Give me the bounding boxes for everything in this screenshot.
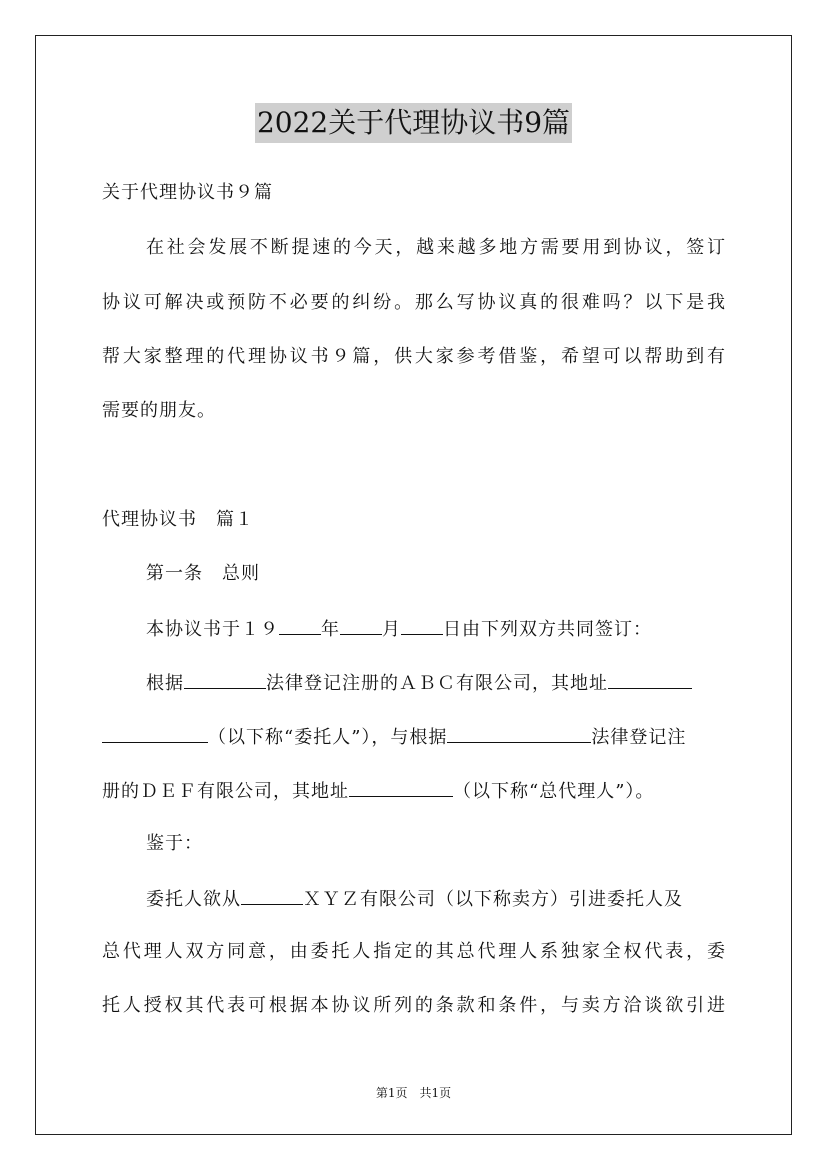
address-blank bbox=[608, 670, 692, 689]
signing-date-line bbox=[146, 616, 652, 642]
basis-text: 法律登记注册的ＡＢＣ有限公司，其地址 bbox=[266, 673, 608, 694]
whereas-heading: 鉴于： bbox=[146, 833, 203, 854]
section-heading: 代理协议书 篇１ bbox=[102, 509, 254, 530]
agent-text: 册的ＤＥＦ有限公司，其地址 bbox=[102, 781, 349, 802]
signing-text: 月 bbox=[382, 619, 401, 640]
address-blank bbox=[102, 724, 208, 743]
consignor-text: 法律登记注 bbox=[591, 727, 687, 748]
import-text: 委托人欲从 bbox=[146, 889, 241, 910]
authorization-line: 托人授权其代表可根据本协议所列的条款和条件，与卖方洽谈欲引进 bbox=[102, 995, 726, 1016]
agent-text: （以下称“总代理人”）。 bbox=[453, 781, 655, 802]
law-blank bbox=[184, 670, 266, 689]
signing-text: 年 bbox=[321, 619, 340, 640]
signing-text: 本协议书于１９ bbox=[146, 619, 279, 640]
basis-text: 根据 bbox=[146, 673, 184, 694]
title-wrap bbox=[0, 103, 827, 143]
year-blank bbox=[279, 616, 321, 635]
document-title: 2022关于代理协议书9篇 bbox=[255, 103, 572, 143]
day-blank bbox=[401, 616, 443, 635]
basis-line bbox=[146, 670, 692, 696]
month-blank bbox=[340, 616, 382, 635]
import-line bbox=[146, 886, 683, 912]
law-blank bbox=[447, 724, 591, 743]
consignor-text: （以下称“委托人”），与根据 bbox=[208, 727, 448, 748]
agreement-line: 总代理人双方同意，由委托人指定的其总代理人系独家全权代表，委 bbox=[102, 941, 726, 962]
consignor-line bbox=[102, 724, 686, 750]
intro-line: 协议可解决或预防不必要的纠纷。那么写协议真的很难吗？以下是我 bbox=[102, 292, 726, 313]
intro-line: 需要的朋友。 bbox=[102, 400, 216, 421]
product-blank bbox=[241, 886, 303, 905]
address-blank bbox=[349, 778, 453, 797]
article-heading: 第一条 总则 bbox=[146, 563, 260, 584]
document-subtitle: 关于代理协议书９篇 bbox=[102, 182, 273, 203]
page-footer: 第1页 共1页 bbox=[375, 1086, 452, 1100]
import-text: ＸＹＺ有限公司（以下称卖方）引进委托人及 bbox=[303, 889, 683, 910]
agent-line bbox=[102, 778, 654, 804]
signing-text: 日由下列双方共同签订： bbox=[443, 619, 652, 640]
intro-line: 帮大家整理的代理协议书９篇，供大家参考借鉴，希望可以帮助到有 bbox=[102, 346, 726, 367]
intro-line: 在社会发展不断提速的今天，越来越多地方需要用到协议，签订 bbox=[146, 237, 726, 258]
